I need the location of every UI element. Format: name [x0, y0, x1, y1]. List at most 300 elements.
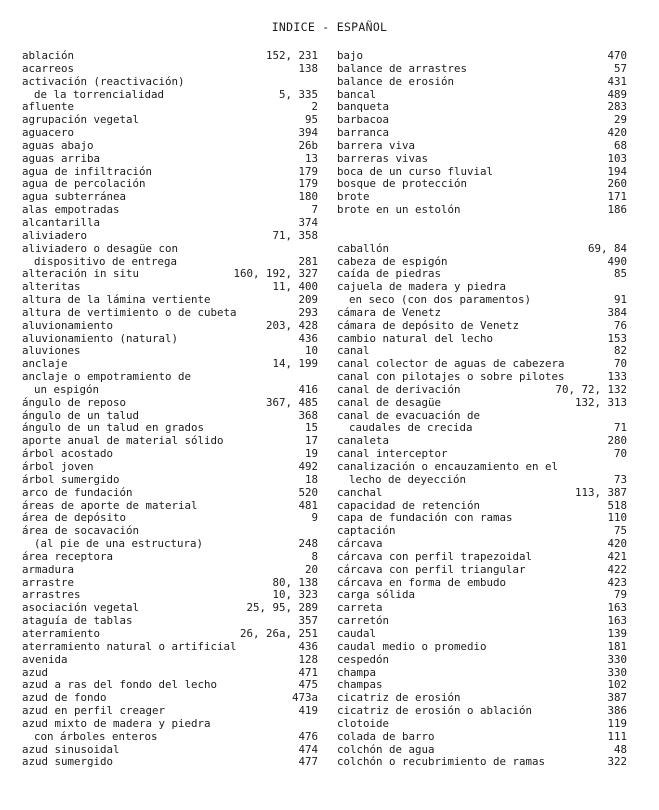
index-pages: 422	[607, 562, 627, 576]
index-term: colada de barro	[337, 730, 435, 743]
index-term: aterramiento natural o artificial	[22, 640, 237, 653]
index-pages: 163	[607, 614, 627, 628]
index-entry	[22, 294, 318, 307]
index-pages: 7	[311, 203, 318, 217]
index-entry	[22, 602, 318, 615]
index-entry	[337, 397, 627, 410]
index-term: cárcava en forma de embudo	[337, 576, 507, 589]
index-entry	[22, 178, 318, 191]
blank-line	[337, 217, 627, 230]
index-pages: 520	[298, 485, 318, 499]
index-pages: 48	[613, 742, 627, 756]
index-entry	[337, 564, 627, 577]
index-pages: 386	[607, 704, 627, 718]
index-pages: 423	[607, 575, 627, 589]
index-term: colchón de agua	[337, 743, 435, 756]
index-pages: 18	[304, 472, 318, 486]
index-term: canal de desagüe	[337, 396, 442, 409]
index-entry	[337, 243, 627, 256]
index-pages: 57	[613, 61, 627, 75]
index-pages: 357	[298, 614, 318, 628]
index-entry	[22, 744, 318, 757]
index-entry	[22, 397, 318, 410]
index-term: canal con pilotajes o sobre pilotes	[337, 371, 565, 384]
index-entry	[337, 692, 627, 705]
index-entry	[22, 101, 318, 114]
index-entry	[337, 487, 627, 500]
index-term: champas	[337, 679, 383, 692]
index-term: agua subterránea	[22, 191, 127, 204]
index-pages: 330	[607, 665, 627, 679]
index-pages: 293	[298, 305, 318, 319]
index-entry	[22, 127, 318, 140]
index-entry	[337, 435, 627, 448]
index-entry	[22, 500, 318, 513]
index-term: carga sólida	[337, 589, 416, 602]
index-pages: 470	[607, 49, 627, 62]
index-term: caudal	[337, 627, 377, 640]
index-pages: 163	[607, 601, 627, 615]
index-term: ángulo de un talud en grados	[22, 422, 205, 435]
index-entry	[22, 667, 318, 680]
index-pages: 68	[613, 138, 627, 152]
index-entry	[22, 410, 318, 423]
index-pages: 492	[298, 460, 318, 473]
index-entry	[337, 577, 627, 590]
index-term: ataguía de tablas	[22, 615, 133, 628]
index-term: área de depósito	[22, 512, 127, 525]
index-term: avenida	[22, 653, 68, 666]
index-pages: 76	[613, 318, 627, 332]
index-pages: 280	[607, 434, 627, 448]
index-pages: 138	[298, 61, 318, 75]
index-pages: 471	[298, 665, 318, 679]
index-pages: 416	[298, 382, 318, 396]
index-term: aliviadero o desagüe con	[22, 242, 179, 255]
index-pages: 394	[298, 126, 318, 140]
index-entry	[337, 101, 627, 114]
index-pages: 171	[607, 190, 627, 204]
index-pages: 436	[298, 639, 318, 653]
index-pages: 29	[613, 113, 627, 127]
index-term: lecho de deyección	[349, 473, 467, 486]
index-pages: 111	[607, 729, 627, 743]
index-entry	[22, 705, 318, 718]
index-term: canaleta	[337, 435, 390, 448]
index-term: canal interceptor	[337, 448, 448, 461]
index-entry	[22, 217, 318, 230]
index-term: cárcava	[337, 538, 383, 551]
index-entry	[337, 551, 627, 564]
index-entry	[337, 63, 627, 76]
index-pages: 419	[298, 704, 318, 718]
index-term: arrastres	[22, 589, 81, 602]
index-pages: 2	[311, 100, 318, 114]
index-pages: 133	[607, 370, 627, 384]
index-pages: 70	[613, 357, 627, 371]
index-entry	[337, 538, 627, 551]
index-term: de la torrencialidad	[34, 88, 165, 101]
index-term: armadura	[22, 563, 75, 576]
index-term: cicatriz de erosión o ablación	[337, 705, 533, 718]
index-entry	[337, 127, 627, 140]
index-pages: 10, 323	[272, 588, 318, 602]
index-pages: 119	[607, 716, 627, 730]
index-term: aluvionamiento	[22, 319, 114, 332]
index-term: cicatriz de erosión	[337, 692, 461, 705]
index-term: ángulo de reposo	[22, 396, 127, 409]
index-term: canal colector de aguas de cabezera	[337, 358, 565, 371]
index-pages: 9	[311, 511, 318, 525]
index-entry	[337, 140, 627, 153]
index-term: aporte anual de material sólido	[22, 435, 224, 448]
index-entry	[337, 448, 627, 461]
index-pages: 85	[613, 267, 627, 281]
index-term: bajo	[337, 50, 364, 62]
index-term: en seco (con dos paramentos)	[349, 294, 532, 307]
index-pages: 518	[607, 498, 627, 512]
index-entry	[22, 230, 318, 243]
index-term: aguas abajo	[22, 139, 94, 152]
index-entry	[337, 256, 627, 269]
index-term: cambio natural del lecho	[337, 332, 494, 345]
index-entry	[22, 140, 318, 153]
index-term: árbol sumergido	[22, 473, 120, 486]
index-pages: 70, 72, 132	[555, 382, 627, 396]
index-pages: 5, 335	[278, 87, 318, 101]
index-pages: 91	[613, 293, 627, 307]
index-entry	[337, 89, 627, 102]
index-term: balance de erosión	[337, 75, 455, 88]
index-entry	[22, 422, 318, 435]
index-entry	[22, 153, 318, 166]
index-entry	[22, 654, 318, 667]
index-term: agua de percolación	[22, 178, 146, 191]
index-term: cárcava con perfil triangular	[337, 563, 526, 576]
index-pages: 436	[298, 331, 318, 345]
index-term: caída de piedras	[337, 268, 442, 281]
index-pages: 153	[607, 331, 627, 345]
index-pages: 203, 428	[265, 318, 318, 332]
index-pages: 26b	[298, 138, 318, 152]
index-entry	[22, 384, 318, 397]
index-pages: 79	[613, 588, 627, 602]
index-pages: 26, 26a, 251	[239, 626, 318, 640]
index-term: banqueta	[337, 101, 390, 114]
index-term: (al pie de una estructura)	[34, 538, 204, 551]
index-term: azud sinusoidal	[22, 743, 120, 756]
index-pages: 475	[298, 678, 318, 692]
index-pages: 194	[607, 164, 627, 178]
index-term: activación (reactivación)	[22, 75, 185, 88]
index-pages: 181	[607, 639, 627, 653]
index-pages: 71	[613, 421, 627, 435]
index-pages: 80, 138	[272, 575, 318, 589]
index-entry	[337, 731, 627, 744]
index-column-right	[337, 50, 627, 769]
index-term: balance de arrastres	[337, 62, 468, 75]
index-entry	[337, 615, 627, 628]
index-entry	[337, 602, 627, 615]
index-term: área receptora	[22, 550, 114, 563]
index-pages: 481	[298, 498, 318, 512]
index-term: cámara de Venetz	[337, 306, 442, 319]
index-term: ángulo de un talud	[22, 409, 140, 422]
index-entry	[337, 320, 627, 333]
index-pages: 330	[607, 652, 627, 666]
index-term: acarreos	[22, 62, 75, 75]
index-term: carretón	[337, 615, 390, 628]
index-term: canchal	[337, 486, 383, 499]
index-entry	[22, 63, 318, 76]
index-term: agua de infiltración	[22, 165, 153, 178]
index-term: dispositivo de entrega	[34, 255, 178, 268]
index-term: canal de derivación	[337, 383, 461, 396]
index-term: alcantarilla	[22, 216, 101, 229]
index-entry	[22, 461, 318, 474]
index-term: azud mixto de madera y piedra	[22, 717, 211, 730]
index-pages: 489	[607, 87, 627, 101]
index-pages: 71, 358	[272, 228, 318, 242]
index-term: aguas arriba	[22, 152, 101, 165]
index-entry	[22, 525, 318, 538]
index-pages: 110	[607, 511, 627, 525]
index-term: azud en perfil creager	[22, 705, 166, 718]
index-term: carreta	[337, 602, 383, 615]
index-entry	[337, 358, 627, 371]
page-title: INDICE - ESPAÑOL	[271, 20, 388, 34]
index-term: área de socavación	[22, 525, 140, 538]
index-term: cámara de depósito de Venetz	[337, 319, 520, 332]
index-entry	[22, 628, 318, 641]
index-entry	[337, 76, 627, 89]
index-entry	[22, 538, 318, 551]
index-pages: 322	[607, 755, 627, 769]
index-term: caballón	[337, 242, 390, 255]
index-term: cabeza de espigón	[337, 255, 448, 268]
index-pages: 139	[607, 626, 627, 640]
index-pages: 73	[613, 472, 627, 486]
index-term: arco de fundación	[22, 486, 133, 499]
index-term: arrastre	[22, 576, 75, 589]
index-pages: 179	[298, 177, 318, 191]
index-entry	[22, 204, 318, 217]
index-pages: 186	[607, 203, 627, 217]
index-entry	[337, 345, 627, 358]
index-pages: 19	[304, 447, 318, 461]
index-entry	[22, 114, 318, 127]
index-entry	[22, 166, 318, 179]
index-term: altura de la lámina vertiente	[22, 294, 211, 307]
index-term: azud a ras del fondo del lecho	[22, 679, 218, 692]
index-pages: 95	[304, 113, 318, 127]
index-entry	[337, 744, 627, 757]
index-pages: 474	[298, 742, 318, 756]
index-pages: 152, 231	[265, 49, 318, 62]
index-term: aterramiento	[22, 627, 101, 640]
index-pages: 17	[304, 434, 318, 448]
index-pages: 367, 485	[265, 395, 318, 409]
index-term: aliviadero	[22, 229, 88, 242]
index-entry	[337, 654, 627, 667]
index-entry	[22, 243, 318, 256]
index-entry	[337, 178, 627, 191]
index-entry	[22, 692, 318, 705]
index-term: caudal medio o promedio	[337, 640, 487, 653]
index-entry	[22, 474, 318, 487]
index-term: cárcava con perfil trapezoidal	[337, 550, 533, 563]
index-pages: 10	[304, 344, 318, 358]
index-pages: 25, 95, 289	[246, 601, 318, 615]
index-entry	[22, 679, 318, 692]
index-entry	[337, 166, 627, 179]
index-term: asociación vegetal	[22, 602, 140, 615]
index-term: afluente	[22, 101, 75, 114]
index-pages: 368	[298, 408, 318, 422]
index-term: ablación	[22, 50, 75, 62]
index-pages: 102	[607, 678, 627, 692]
index-entry	[337, 500, 627, 513]
index-entry	[22, 641, 318, 654]
index-entry	[22, 307, 318, 320]
index-entry	[22, 89, 318, 102]
index-term: canal	[337, 345, 370, 358]
index-pages: 387	[607, 691, 627, 705]
index-entry	[22, 50, 318, 63]
index-entry	[337, 512, 627, 525]
index-entry	[337, 281, 627, 294]
index-term: árbol joven	[22, 461, 94, 473]
index-entry	[22, 487, 318, 500]
index-pages: 473a	[291, 691, 318, 705]
index-pages: 374	[298, 215, 318, 229]
index-term: con árboles enteros	[34, 730, 158, 743]
index-term: aluvionamiento (natural)	[22, 332, 179, 345]
index-pages: 15	[304, 421, 318, 435]
index-pages: 103	[607, 151, 627, 165]
index-term: canal de evacuación de	[337, 409, 481, 422]
index-term: altura de vertimiento o de cubeta	[22, 306, 237, 319]
index-entry	[337, 705, 627, 718]
index-pages: 70	[613, 447, 627, 461]
index-entry	[337, 294, 627, 307]
index-entry	[337, 679, 627, 692]
index-pages: 132, 313	[574, 395, 627, 409]
index-pages: 160, 192, 327	[233, 267, 318, 281]
index-pages: 11, 400	[272, 280, 318, 294]
index-term: alteritas	[22, 281, 81, 294]
index-term: árbol acostado	[22, 448, 114, 461]
index-entry	[337, 628, 627, 641]
index-entry	[22, 191, 318, 204]
index-entry	[337, 461, 627, 474]
index-pages: 13	[304, 151, 318, 165]
index-entry	[337, 191, 627, 204]
index-entry	[22, 435, 318, 448]
index-term: anclaje	[22, 358, 68, 371]
index-term: áreas de aporte de material	[22, 499, 198, 512]
index-entry	[337, 422, 627, 435]
index-entry	[337, 307, 627, 320]
index-entry	[337, 589, 627, 602]
index-entry	[337, 204, 627, 217]
index-pages: 128	[298, 652, 318, 666]
index-pages: 283	[607, 100, 627, 114]
index-entry	[22, 358, 318, 371]
index-term: barrera viva	[337, 139, 416, 152]
index-term: un espigón	[34, 383, 100, 396]
index-entry	[22, 371, 318, 384]
index-term: aluviones	[22, 345, 81, 358]
index-pages: 20	[304, 562, 318, 576]
index-term: caudales de crecida	[349, 422, 473, 435]
index-term: azud sumergido	[22, 756, 114, 769]
index-entry	[22, 718, 318, 731]
index-term: capacidad de retención	[337, 499, 481, 512]
index-entry	[22, 320, 318, 333]
blank-line	[337, 230, 627, 243]
index-pages: 113, 387	[574, 485, 627, 499]
index-pages: 420	[607, 537, 627, 551]
index-entry	[337, 756, 627, 769]
index-term: brote en un estolón	[337, 204, 461, 217]
index-term: aguacero	[22, 127, 75, 140]
index-term: cespedón	[337, 653, 390, 666]
index-term: captación	[337, 525, 396, 538]
index-term: barranca	[337, 127, 390, 140]
index-term: alteración in situ	[22, 268, 140, 281]
index-term: agrupación vegetal	[22, 114, 140, 127]
index-pages: 209	[298, 293, 318, 307]
index-pages: 431	[607, 74, 627, 88]
index-entry	[337, 268, 627, 281]
index-term: azud	[22, 666, 49, 679]
index-pages: 248	[298, 537, 318, 551]
index-entry	[22, 76, 318, 89]
index-entry	[337, 153, 627, 166]
index-entry	[337, 50, 627, 63]
index-term: boca de un curso fluvial	[337, 165, 494, 178]
index-term: bosque de protección	[337, 178, 468, 191]
index-entry	[337, 474, 627, 487]
index-pages: 420	[607, 126, 627, 140]
index-pages: 260	[607, 177, 627, 191]
index-entry	[22, 731, 318, 744]
index-entry	[22, 281, 318, 294]
index-entry	[22, 512, 318, 525]
index-term: colchón o recubrimiento de ramas	[337, 756, 546, 769]
index-term: bancal	[337, 88, 377, 101]
index-term: anclaje o empotramiento de	[22, 371, 192, 384]
index-entry	[337, 525, 627, 538]
index-entry	[337, 641, 627, 654]
index-pages: 14, 199	[272, 357, 318, 371]
index-entry	[337, 718, 627, 731]
index-pages: 82	[613, 344, 627, 358]
index-pages: 8	[311, 549, 318, 563]
index-entry	[337, 410, 627, 423]
index-pages: 490	[607, 254, 627, 268]
index-pages: 384	[607, 305, 627, 319]
index-entry	[337, 384, 627, 397]
index-term: barreras vivas	[337, 152, 429, 165]
index-column-left	[22, 50, 318, 769]
index-pages: 476	[298, 729, 318, 743]
index-term: alas empotradas	[22, 204, 120, 217]
index-term: clotoide	[337, 717, 390, 730]
index-entry	[22, 333, 318, 346]
index-term: champa	[337, 666, 377, 679]
